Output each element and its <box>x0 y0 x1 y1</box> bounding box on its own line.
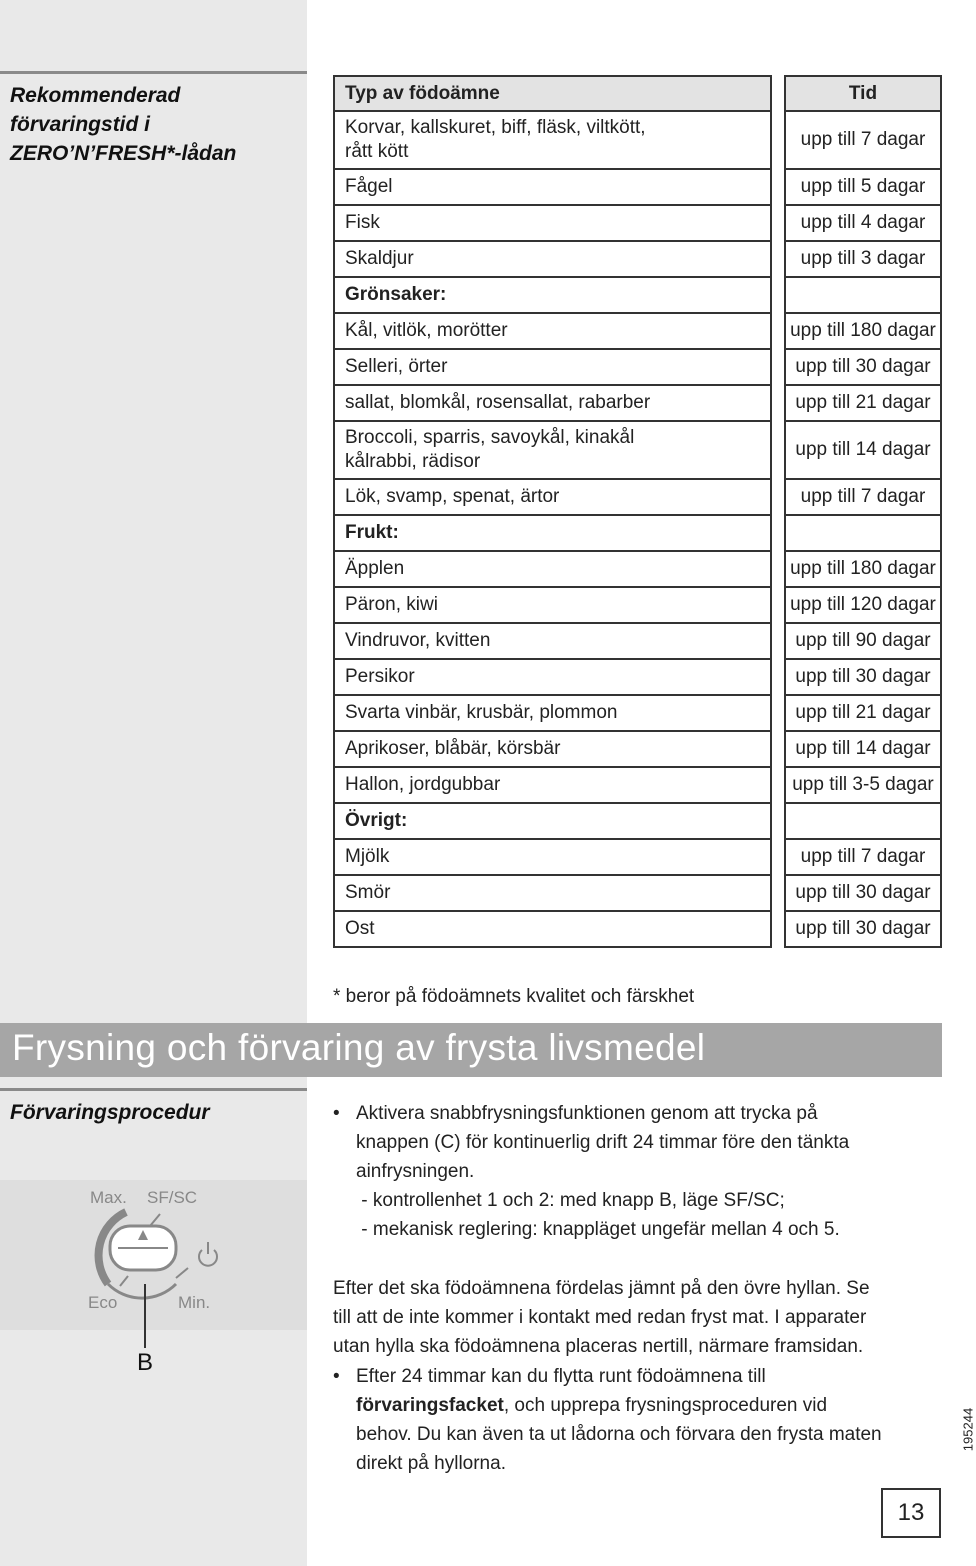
time-cell: upp till 30 dagar <box>785 875 941 911</box>
table-row <box>334 551 941 587</box>
min-label: Min. <box>178 1293 211 1312</box>
time-cell <box>785 803 941 839</box>
food-line: Ost <box>345 918 375 939</box>
column-gap <box>771 349 785 385</box>
table-row <box>334 111 941 169</box>
food-cell <box>334 659 771 695</box>
column-gap <box>771 695 785 731</box>
column-gap <box>771 839 785 875</box>
procedure-title-rule <box>0 1088 307 1091</box>
bullet-line: ainfrysningen. <box>356 1161 475 1182</box>
column-gap <box>771 241 785 277</box>
food-cell <box>334 587 771 623</box>
column-gap <box>771 169 785 205</box>
category-label <box>334 277 771 313</box>
time-header: Tid <box>785 76 941 111</box>
time-cell: upp till 14 dagar <box>785 731 941 767</box>
food-line: Hallon, jordgubbar <box>345 774 501 795</box>
food-cell <box>334 205 771 241</box>
button-b-svg <box>0 1330 307 1376</box>
food-line: Mjölk <box>345 846 390 867</box>
bullet-item <box>333 1099 913 1244</box>
food-line: Broccoli, sparris, savoykål, kinakål <box>345 427 635 448</box>
storage-section-title <box>10 81 236 168</box>
table-footnote: * beror på födoämnets kvalitet och färskhet <box>333 986 695 1007</box>
bullet-line-rest: , och upprepa frysningsproceduren vid <box>503 1395 828 1416</box>
food-cell <box>334 731 771 767</box>
food-line: Persikor <box>345 666 415 687</box>
bullet-line: direkt på hyllorna. <box>356 1453 506 1474</box>
food-line: Frukt: <box>345 522 399 543</box>
paragraph-line: utan hylla ska födoämnena placeras nertill, närmare framsidan. <box>333 1336 864 1357</box>
column-gap <box>771 385 785 421</box>
time-cell: upp till 4 dagar <box>785 205 941 241</box>
food-cell <box>334 385 771 421</box>
food-line: Selleri, örter <box>345 356 448 377</box>
food-cell <box>334 241 771 277</box>
food-cell <box>334 767 771 803</box>
food-cell <box>334 911 771 947</box>
procedure-title: Förvaringsprocedur <box>10 1101 210 1124</box>
column-gap <box>771 587 785 623</box>
time-cell: upp till 30 dagar <box>785 911 941 947</box>
column-gap <box>771 76 785 111</box>
column-gap <box>771 623 785 659</box>
food-line: Fågel <box>345 176 393 197</box>
bullet-line: - kontrollenhet 1 och 2: med knapp B, läge SF/SC; <box>356 1190 785 1211</box>
table-row <box>334 277 941 313</box>
food-cell <box>334 875 771 911</box>
table-row <box>334 385 941 421</box>
time-cell: upp till 3-5 dagar <box>785 767 941 803</box>
table-row <box>334 479 941 515</box>
bullet-item <box>333 1362 938 1478</box>
table-row <box>334 169 941 205</box>
food-cell <box>334 421 771 479</box>
table-row <box>334 731 941 767</box>
time-cell <box>785 277 941 313</box>
column-gap <box>771 313 785 349</box>
table-row <box>334 515 941 551</box>
food-cell <box>334 479 771 515</box>
food-line: kålrabbi, rädisor <box>345 451 481 472</box>
dial-tick <box>150 1214 160 1226</box>
time-cell: upp till 180 dagar <box>785 313 941 349</box>
time-cell: upp till 7 dagar <box>785 479 941 515</box>
food-line: Skaldjur <box>345 248 414 269</box>
dial-tick <box>176 1268 188 1278</box>
column-gap <box>771 875 785 911</box>
table-row <box>334 587 941 623</box>
category-label <box>334 515 771 551</box>
dial-tick <box>120 1276 128 1286</box>
food-line: Svarta vinbär, krusbär, plommon <box>345 702 618 723</box>
time-cell: upp till 90 dagar <box>785 623 941 659</box>
column-gap <box>771 551 785 587</box>
food-cell <box>334 839 771 875</box>
table-row <box>334 839 941 875</box>
column-gap <box>771 277 785 313</box>
storage-title-line: Rekommenderad <box>10 84 181 107</box>
dial-arc-thin <box>108 1284 176 1298</box>
food-cell <box>334 349 771 385</box>
time-cell: upp till 180 dagar <box>785 551 941 587</box>
food-line: Smör <box>345 882 391 903</box>
title-rule <box>0 71 307 74</box>
table-row <box>334 623 941 659</box>
time-cell <box>785 515 941 551</box>
column-gap <box>771 421 785 479</box>
column-gap <box>771 803 785 839</box>
time-cell: upp till 5 dagar <box>785 169 941 205</box>
time-cell: upp till 14 dagar <box>785 421 941 479</box>
control-dial-svg <box>0 1180 307 1330</box>
category-label <box>334 803 771 839</box>
storage-title-line: förvaringstid i <box>10 113 151 136</box>
food-line: Kål, vitlök, morötter <box>345 320 508 341</box>
food-cell <box>334 551 771 587</box>
time-cell: upp till 30 dagar <box>785 349 941 385</box>
procedure-bullet-1 <box>333 1099 913 1244</box>
bullet-line: Efter 24 timmar kan du flytta runt födoämnena till <box>356 1366 766 1387</box>
bullet-marker: • <box>333 1366 340 1387</box>
table-row <box>334 803 941 839</box>
bullet-line <box>356 1391 938 1420</box>
food-line: Korvar, kallskuret, biff, fläsk, viltkött, <box>345 117 646 138</box>
bullet-marker: • <box>333 1103 340 1124</box>
bullet-line: - mekanisk reglering: knappläget ungefär mellan 4 och 5. <box>356 1219 840 1240</box>
procedure-paragraph <box>333 1274 933 1361</box>
eco-label: Eco <box>88 1293 118 1312</box>
food-line: Äpplen <box>345 558 405 579</box>
bullet-line: knappen (C) för kontinuerlig drift 24 timmar före den tänkta <box>356 1132 850 1153</box>
food-line: Aprikoser, blåbär, körsbär <box>345 738 561 759</box>
button-b-label-box <box>0 1330 307 1376</box>
table-row <box>334 241 941 277</box>
column-gap <box>771 479 785 515</box>
food-line: Lök, svamp, spenat, ärtor <box>345 486 560 507</box>
food-line: Grönsaker: <box>345 284 447 305</box>
sfsc-label: SF/SC <box>147 1188 198 1207</box>
page-number: 13 <box>881 1488 941 1538</box>
column-gap <box>771 515 785 551</box>
table-row <box>334 911 941 947</box>
procedure-bullet-2 <box>333 1362 938 1478</box>
food-line: Päron, kiwi <box>345 594 438 615</box>
column-gap <box>771 111 785 169</box>
control-dial-illustration <box>0 1180 307 1330</box>
column-gap <box>771 659 785 695</box>
time-cell: upp till 120 dagar <box>785 587 941 623</box>
food-line: Övrigt: <box>345 810 408 831</box>
column-gap <box>771 767 785 803</box>
bullet-line: Aktivera snabbfrysningsfunktionen genom att trycka på <box>356 1103 818 1124</box>
food-cell <box>334 111 771 169</box>
food-cell <box>334 623 771 659</box>
food-type-header: Typ av födoämne <box>334 76 771 111</box>
food-cell <box>334 695 771 731</box>
column-gap <box>771 205 785 241</box>
power-icon <box>199 1242 217 1266</box>
paragraph-line: till att de inte kommer i kontakt med redan fryst mat. I apparater <box>333 1307 867 1328</box>
storage-time-table <box>333 75 942 948</box>
time-cell: upp till 30 dagar <box>785 659 941 695</box>
table-row <box>334 767 941 803</box>
table-row <box>334 313 941 349</box>
document-code: 195244 <box>960 1407 976 1452</box>
table-row <box>334 421 941 479</box>
time-cell: upp till 7 dagar <box>785 839 941 875</box>
table-row <box>334 659 941 695</box>
storage-title-line: ZERO’N’FRESH*-lådan <box>10 142 237 165</box>
column-gap <box>771 911 785 947</box>
time-cell: upp till 7 dagar <box>785 111 941 169</box>
max-label: Max. <box>90 1188 127 1207</box>
storage-compartment-term: förvaringsfacket <box>356 1395 504 1416</box>
time-cell: upp till 21 dagar <box>785 385 941 421</box>
time-cell: upp till 3 dagar <box>785 241 941 277</box>
bullet-line: behov. Du kan även ta ut lådorna och förvara den frysta maten <box>356 1424 882 1445</box>
column-gap <box>771 731 785 767</box>
food-line: Fisk <box>345 212 380 233</box>
table-row <box>334 695 941 731</box>
food-line: Vindruvor, kvitten <box>345 630 491 651</box>
table-row <box>334 205 941 241</box>
food-line: rått kött <box>345 141 409 162</box>
food-line: sallat, blomkål, rosensallat, rabarber <box>345 392 651 413</box>
food-cell <box>334 313 771 349</box>
button-b-label: B <box>136 1349 154 1376</box>
paragraph-line: Efter det ska födoämnena fördelas jämnt på den övre hyllan. Se <box>333 1278 870 1299</box>
table-row <box>334 875 941 911</box>
table-row <box>334 349 941 385</box>
section-title: Frysning och förvaring av frysta livsmedel <box>12 1027 706 1068</box>
food-cell <box>334 169 771 205</box>
time-cell: upp till 21 dagar <box>785 695 941 731</box>
